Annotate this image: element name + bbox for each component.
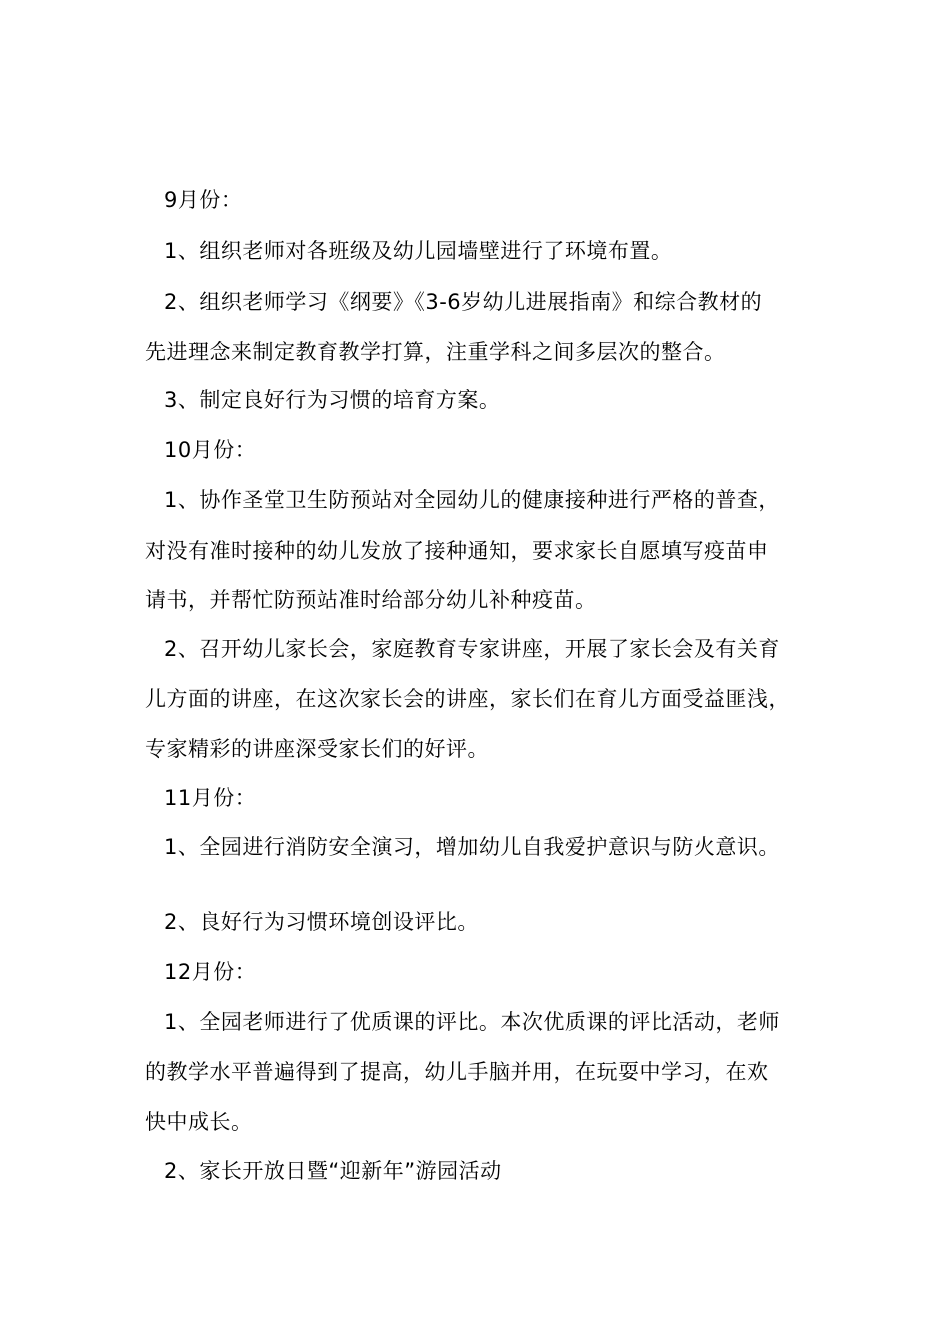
- paragraph-line: 1、全园进行消防安全演习，增加幼儿自我爱护意识与防火意识。: [164, 835, 780, 859]
- paragraph-line: 1、组织老师对各班级及幼儿园墙壁进行了环境布置。: [164, 239, 673, 263]
- paragraph-line: 2、召开幼儿家长会，家庭教育专家讲座，开展了家长会及有关育: [164, 637, 780, 661]
- paragraph-line: 对没有准时接种的幼儿发放了接种通知，要求家长自愿填写疫苗申: [145, 539, 769, 563]
- paragraph-line: 3、制定良好行为习惯的培育方案。: [164, 388, 501, 412]
- paragraph-line: 请书，并帮忙防预站准时给部分幼儿补种疫苗。: [145, 588, 597, 612]
- paragraph-line: 先进理念来制定教育教学打算，注重学科之间多层次的整合。: [145, 340, 726, 364]
- paragraph-line: 2、家长开放日暨“迎新年”游园活动: [164, 1159, 502, 1183]
- heading-december: 12月份：: [164, 960, 257, 984]
- heading-november: 11月份：: [164, 786, 257, 810]
- paragraph-line: 1、协作圣堂卫生防预站对全园幼儿的健康接种进行严格的普查，: [164, 488, 780, 512]
- heading-september: 9月份：: [164, 188, 243, 212]
- paragraph-line: 儿方面的讲座，在这次家长会的讲座，家长们在育儿方面受益匪浅，: [145, 687, 790, 711]
- paragraph-line: 快中成长。: [145, 1110, 253, 1134]
- paragraph-line: 的教学水平普遍得到了提高，幼儿手脑并用，在玩耍中学习，在欢: [145, 1060, 769, 1084]
- paragraph-line: 2、组织老师学习《纲要》《3-6岁幼儿进展指南》和综合教材的: [164, 290, 763, 314]
- heading-october: 10月份：: [164, 438, 257, 462]
- paragraph-line: 专家精彩的讲座深受家长们的好评。: [145, 737, 489, 761]
- paragraph-line: 2、良好行为习惯环境创设评比。: [164, 910, 479, 934]
- paragraph-line: 1、全园老师进行了优质课的评比。本次优质课的评比活动，老师: [164, 1010, 780, 1034]
